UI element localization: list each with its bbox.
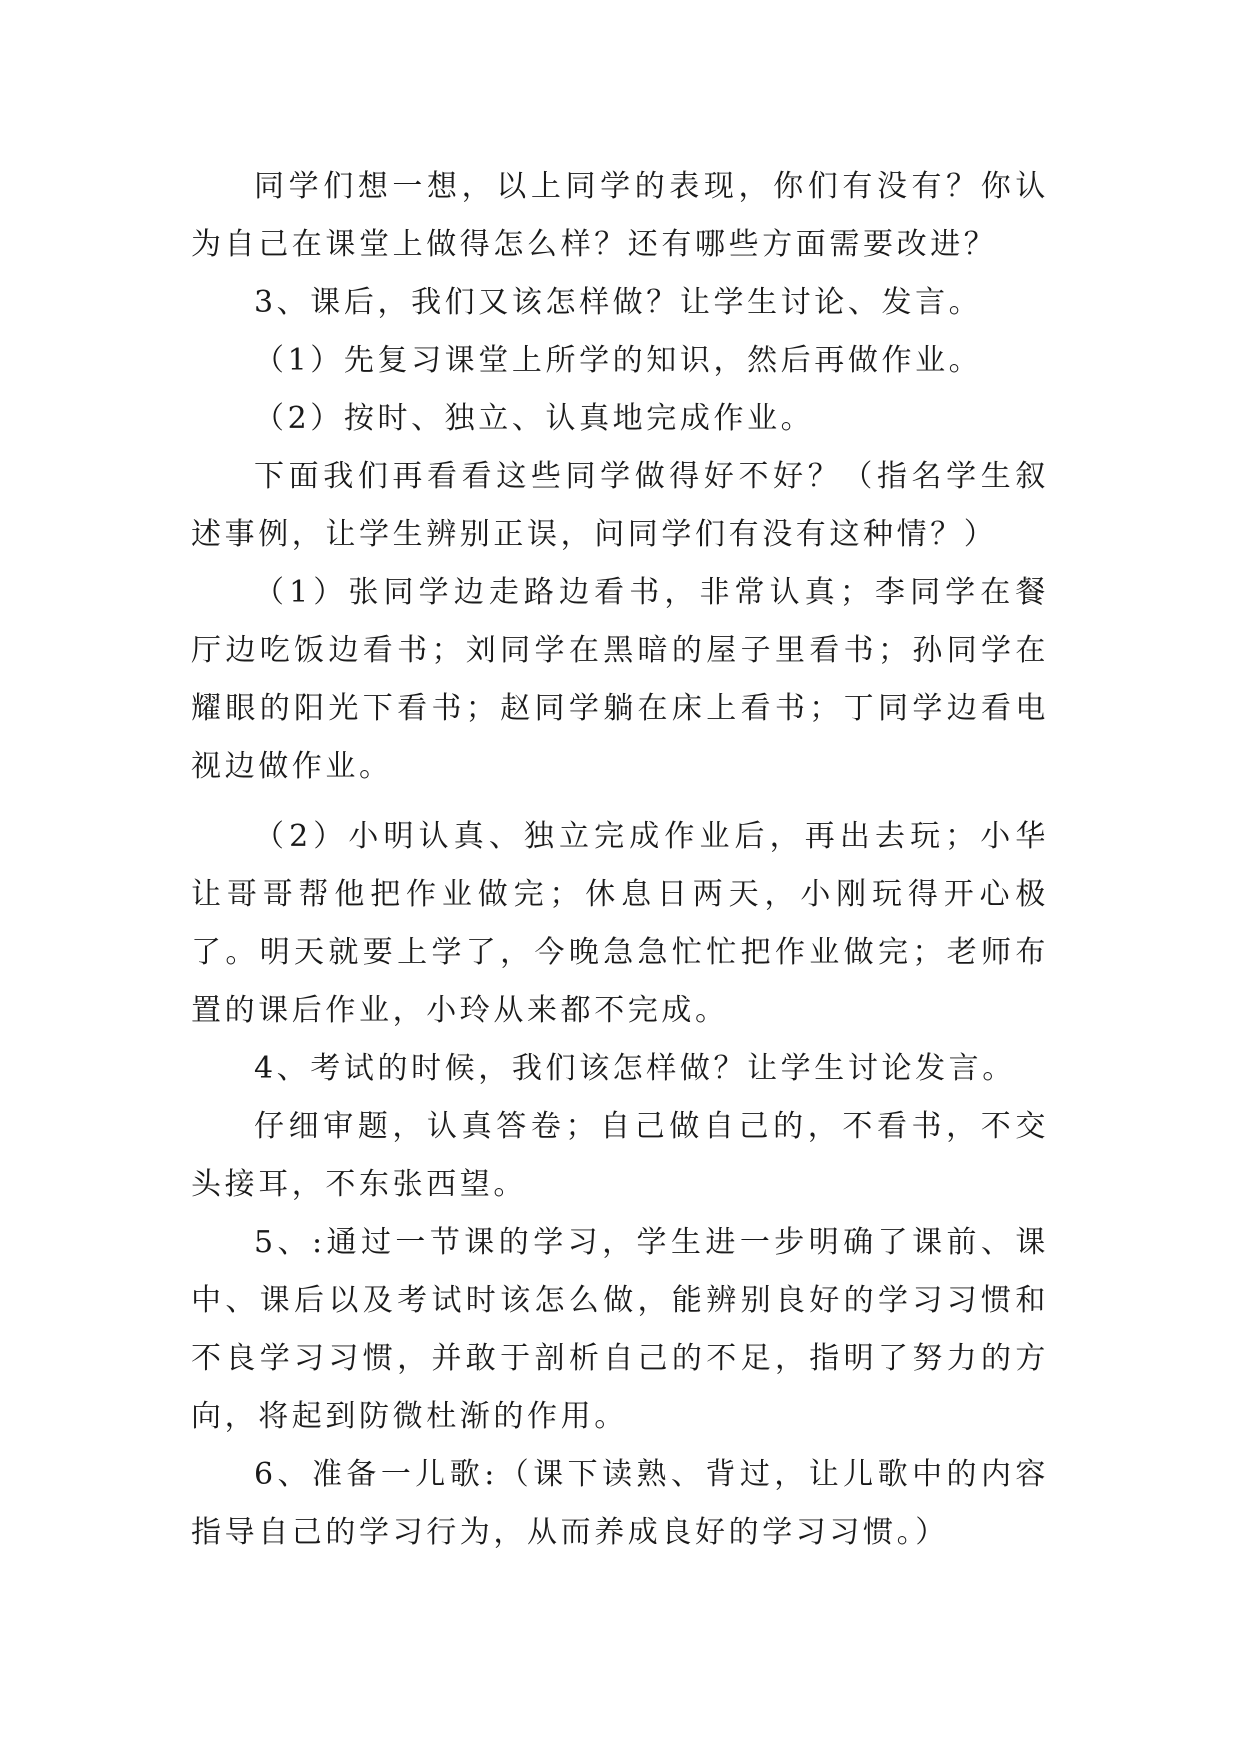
paragraph-exam-heading: 4、考试的时候，我们该怎样做？让学生讨论发言。 (254, 1051, 1016, 1086)
paragraph-nursery-rhyme: 6、准备一儿歌:（课下读熟、背过，让儿歌中的内容指导自己的学习行为，从而养成良好的学习习惯。） (191, 1457, 1049, 1550)
paragraph-reflection-question: 同学们想一想，以上同学的表现，你们有没有？你认为自己在课堂上做得怎么样？还有哪些方面需要改进？ (191, 169, 1049, 262)
paragraph-exam-behavior: 仔细审题，认真答卷；自己做自己的，不看书，不交头接耳，不东张西望。 (191, 1109, 1049, 1202)
paragraph-summary: 5、:通过一节课的学习，学生进一步明确了课前、课中、课后以及考试时该怎么做，能辨别良好的学习习惯和不良学习习惯，并敢于剖析自己的不足，指明了努力的方向，将起到防微杜渐的作用。 (191, 1225, 1049, 1434)
paragraph-complete-homework: （2）按时、独立、认真地完成作业。 (254, 401, 815, 436)
paragraph-after-class-heading: 3、课后，我们又该怎样做？让学生讨论、发言。 (254, 285, 983, 320)
paragraph-homework-examples: （2）小明认真、独立完成作业后，再出去玩；小华让哥哥帮他把作业做完；休息日两天，小刚玩得开心极了。明天就要上学了，今晚急急忙忙把作业做完；老师布置的课后作业，小玲从来都不完成。 (191, 819, 1049, 1028)
paragraph-examples-intro: 下面我们再看看这些同学做得好不好？（指名学生叙述事例，让学生辨别正误，问同学们有没有这种情？） (191, 459, 1049, 552)
paragraph-review-first: （1）先复习课堂上所学的知识，然后再做作业。 (254, 343, 983, 378)
document-page (191, 158, 1049, 1562)
paragraph-reading-examples: （1）张同学边走路边看书，非常认真；李同学在餐厅边吃饭边看书；刘同学在黑暗的屋子里看书；孙同学在耀眼的阳光下看书；赵同学躺在床上看书；丁同学边看电视边做作业。 (191, 575, 1049, 784)
